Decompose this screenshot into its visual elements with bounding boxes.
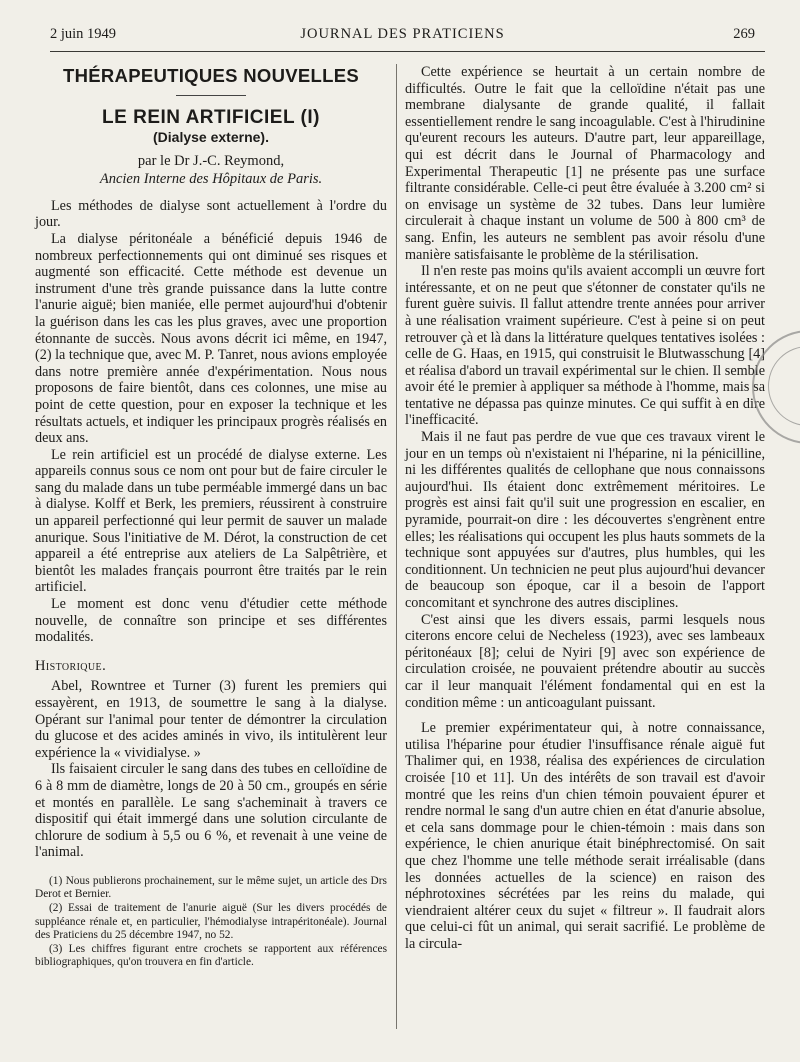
title-separator — [176, 95, 246, 96]
left-column — [35, 64, 387, 970]
footnote: (3) Les chiffres figurant entre crochets se rapportent aux références bibliographiques, qu'on trouvera en fin d'article. — [35, 942, 387, 969]
paragraph: Cette expérience se heurtait à un certain nombre de difficultés. Outre le fait que la celloïdine n'était pas une membrane dialysante de grande qualité, il fallait essentiellement rendre le sang incoagulable. C'est à l'hirudinine qu'eurent recours les auteurs. D'autre part, leur appareillage, qui est décrit dans le Journal of Pharmacology and Experimental Therapeutic [1] ne présente pas une surface filtrante considérable. Celle-ci peut être évaluée à 3.200 cm² si on envisage un système de 32 tubes. Dans leur lumière circulerait à chaque instant un volume de 500 à 800 cm³ de sang. Enfin, les auteurs ne semblent pas avoir résolu d'une manière satisfaisante le problème de la stérilisation. — [405, 64, 765, 263]
author-affiliation: Ancien Interne des Hôpitaux de Paris. — [99, 170, 323, 187]
running-header — [50, 26, 755, 50]
stamp-inner-ring — [768, 346, 800, 426]
column-divider — [396, 64, 397, 1029]
paragraph: Il n'en reste pas moins qu'ils avaient accompli un œuvre fort intéressante, et on ne peut que s'étonner de constater qu'ils ne furent guère suivis. Il fallut attendre trente années pour arriver à une réalisation vraiment supérieure. C'est à peine si on peut retrouver çà et là dans la littérature quelques tentatives isolées : celle de G. Haas, en 1915, qui construisit le Blutwasschung [4] et réalisa d'abord un travail expérimental sur le chien. Il semble avoir été le premier à appliquer sa méthode à l'homme, mais sa tentative ne dépassa pas quinze minutes. Ce qui suffit à en dire l'inefficacité. — [405, 263, 765, 429]
article-title: LE REIN ARTIFICIEL (I) — [102, 106, 320, 128]
footnote: (2) Essai de traitement de l'anurie aiguë (Sur les divers procédés de suppléance rénale et, en particulier, l'hémodialyse intrapéritonéale). Journal des Praticiens du 25 décembre 1947, no 52. — [35, 902, 387, 941]
footnote: (1) Nous publierons prochainement, sur le même sujet, un article des Drs Derot et Bernier. — [35, 874, 387, 901]
paragraph: Mais il ne faut pas perdre de vue que ces travaux virent le jour en un temps où n'existaient ni l'héparine, ni la pénicilline, ni les différentes qualités de cellophane que nous connaissons aujourd'hui. Ils étaient donc extrêmement méritoires. Le progrès est ainsi fait qu'il suit une progression en escalier, en pyramide, pourrait-on dire : les découvertes s'engrènent entre elles; les réalisations qui occupent les plus hauts sommets de la technique sont appuyées sur d'autres, plus humbles, qui les conditionnent. Un technicien ne peut plus aujourd'hui devancer de beaucoup son époque, car il a besoin de l'apport concomitant et synchrone des autres disciplines. — [405, 429, 765, 611]
paragraph: La dialyse péritonéale a bénéficié depuis 1946 de nombreux perfectionnements qui ont diminué ses risques et augmenté son efficacité. Cette méthode est devenue un instrument d'une très grande puissance dans la lutte contre l'anurie aiguë; bien maniée, elle permet aujourd'hui d'obtenir la guérison dans les cas les plus graves, avec une proportion étonnante de succès. Nous avons décrit ici même, en 1947, (2) la technique que, avec M. P. Tanret, nous avions employée dans notre première année d'expérimentation. Nous nous proposons de faire bientôt, dans ces colonnes, une mise au point de cette question, pour en exposer la technique et les résultats actuels, et indiquer les principaux progrès réalisés en deux ans. — [35, 230, 387, 447]
paragraph: Le rein artificiel est un procédé de dialyse externe. Les appareils connus sous ce nom ont pour but de faire circuler le sang du malade dans un tube perméable immergé dans un bac à dialyse. Kolff et Berk, les premiers, réussirent à construire un appareil perfectionné qui leur permit de sauver un malade anurique. Sous l'initiative de M. Dérot, la construction de cet appareil a été entreprise aux ateliers de La Salpêtrière, et bientôt les malades français pourront être traités par le rein artificiel. — [35, 446, 387, 596]
paragraph: Abel, Rowntree et Turner (3) furent les premiers qui essayèrent, en 1913, de soumettre le sang à la dialyse. Opérant sur l'animal pour tenter de démontrer la circulation du glucose et des acides aminés in vivo, ils intitulèrent leur expérience la « vividialyse. » — [35, 678, 387, 761]
right-column — [405, 64, 765, 952]
paragraph: Le moment est donc venu d'étudier cette méthode nouvelle, de connaître son principe et ses différentes modalités. — [35, 596, 387, 646]
section-title: THÉRAPEUTIQUES NOUVELLES — [62, 65, 360, 86]
article-subtitle: (Dialyse externe). — [153, 129, 269, 146]
footnotes — [35, 875, 387, 969]
subheading-historique: Historique. — [35, 657, 107, 674]
spacer — [405, 711, 765, 720]
issue-date: 2 juin 1949 — [50, 26, 117, 42]
journal-name: JOURNAL DES PRATICIENS — [300, 26, 505, 42]
header-rule — [50, 51, 765, 52]
author-byline: par le Dr J.-C. Reymond, — [137, 152, 285, 169]
paragraph: C'est ainsi que les divers essais, parmi lesquels nous citerons encore celui de Necheless (1923), avec ses lambeaux péritonéaux [8]; celui de Nyiri [9] avec son expérience de circulation croisée, ne pouvaient prétendre aboutir au succès car il leur manquait l'élément fondamental qui en est la condition même : un anticoagulant puissant. — [405, 611, 765, 711]
paragraph: Les méthodes de dialyse sont actuellement à l'ordre du jour. — [35, 197, 387, 231]
page-number: 269 — [733, 26, 755, 42]
paragraph: Ils faisaient circuler le sang dans des tubes en celloïdine de 6 à 8 mm de diamètre, longs de 20 à 50 cm., groupés en série et montés en parallèle. Le sang s'acheminait à travers ce dispositif qui était immergé dans une solution circulante de chlorure de sodium à 5,5 ou 6 %, et revenait à une veine de l'animal. — [35, 761, 387, 861]
paragraph: Le premier expérimentateur qui, à notre connaissance, utilisa l'héparine pour étudier l'insuffisance rénale aiguë fut Thalimer qui, en 1938, réalisa des expériences de circulation croisée [10 et 11]. Un des intérêts de son travail est d'avoir montré que les reins d'un chien témoin pouvaient épurer et rendre normal le sang d'un autre chien en état d'anurie absolue, et cela sans dommage pour le chien-témoin : mais dans son expérience, le chien anurique était binéphrectomisé. On sait que chez l'homme une telle méthode serait irréalisable (dans les données actuelles de la science) en raison des néphrotoxines sécrétées par les reins du malade, qui viendraient altérer ceux du sujet « filtreur ». Il faudrait alors que celui-ci fût un animal, qui serait sacrifié. Le problème de la circula- — [405, 720, 765, 952]
